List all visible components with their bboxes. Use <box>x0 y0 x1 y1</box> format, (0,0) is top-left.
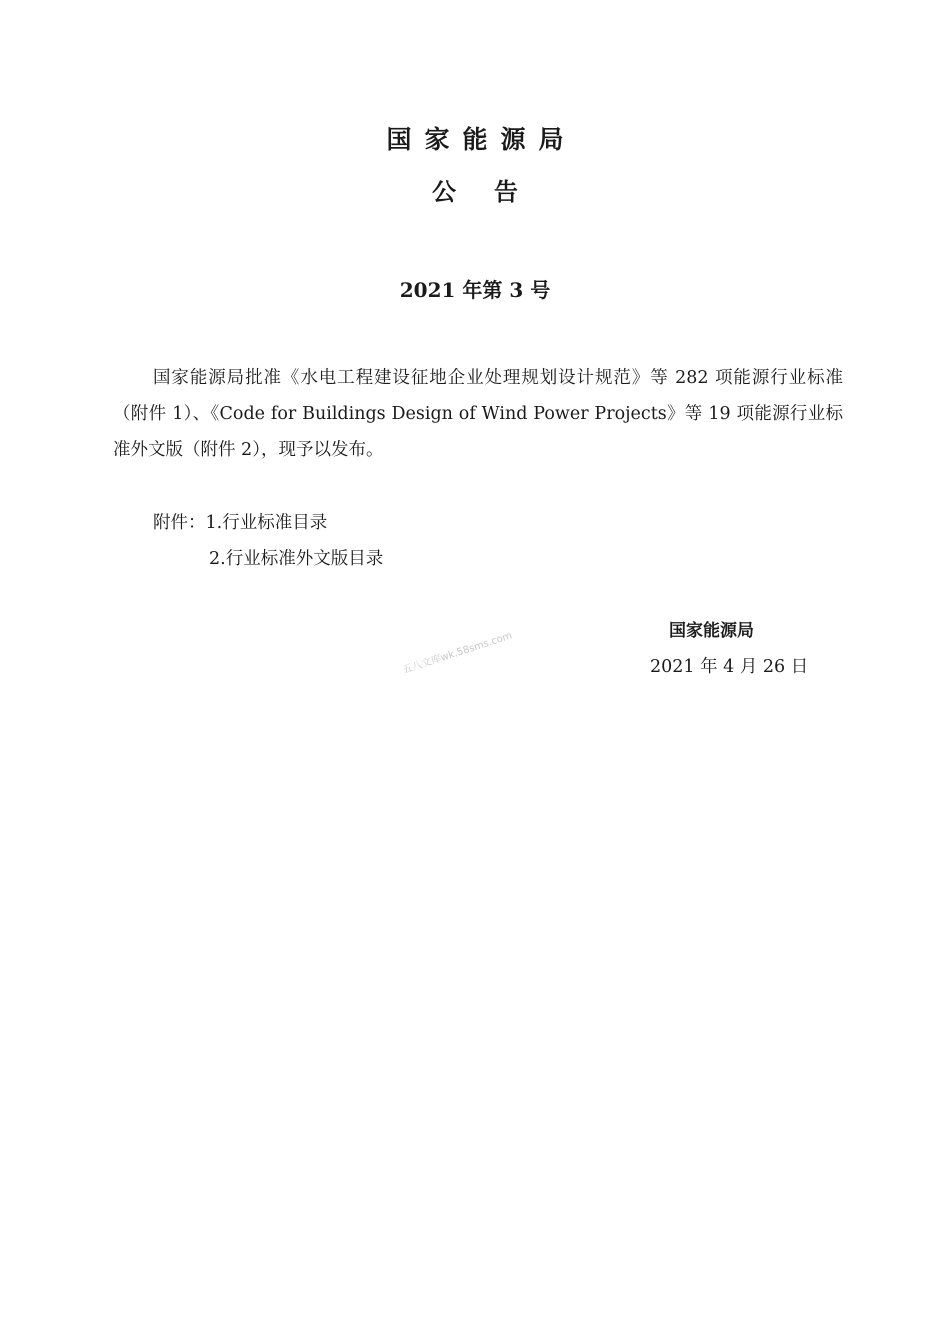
signature-date: 2021 年 4 月 26 日 <box>650 657 809 677</box>
attachment-item-1: 1.行业标准目录 <box>205 513 328 533</box>
announcement-paragraph: 国家能源局批准《水电工程建设征地企业处理规划设计规范》等 282 项能源行业标准（附件 1）、《Code for Buildings Design of Wind Power Projects》等 19 项能源行业标准外文版（附件 2），现予以发布。 <box>113 368 843 460</box>
document-type: 公告 <box>432 178 556 206</box>
attachment-item <box>153 505 383 541</box>
attachments-label: 附件： <box>153 513 206 533</box>
attachment-item <box>153 541 383 577</box>
document-number: 2021 年第 3 号 <box>399 278 551 302</box>
attachments-list <box>153 505 383 577</box>
signature-block <box>600 613 850 685</box>
issuer-title: 国家能源局 <box>386 125 577 154</box>
signature-issuer: 国家能源局 <box>669 621 754 641</box>
watermark: 五八文库wk.58sms.com <box>401 630 514 677</box>
attachment-item-2: 2.行业标准外文版目录 <box>209 549 384 569</box>
